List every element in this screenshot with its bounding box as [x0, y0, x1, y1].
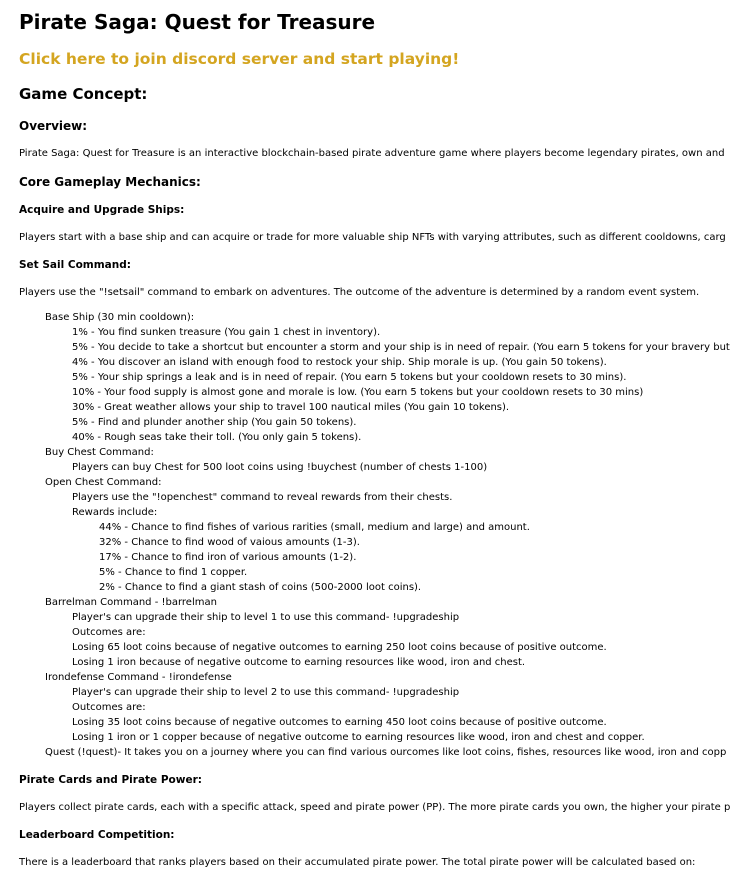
- list-item: 5% - Chance to find 1 copper.: [99, 567, 248, 578]
- list-item: Player's can upgrade their ship to level 2 to use this command- !upgradeship: [72, 687, 460, 698]
- list-item: Rewards include:: [72, 507, 158, 518]
- list-item: 30% - Great weather allows your ship to travel 100 nautical miles (You gain 10 tokens).: [72, 402, 510, 413]
- list-item: Base Ship (30 min cooldown):: [45, 312, 195, 323]
- set-sail-text: Players use the "!setsail" command to embark on adventures. The outcome of the adventure is determined by a random event system.: [19, 287, 700, 298]
- leaderboard-text: There is a leaderboard that ranks players based on their accumulated pirate power. The total pirate power will be calculated based on:: [19, 857, 696, 868]
- overview-heading: Overview:: [19, 119, 88, 133]
- list-item: 40% - Rough seas take their toll. (You only gain 5 tokens).: [72, 432, 362, 443]
- list-item: Open Chest Command:: [45, 477, 162, 488]
- list-item: Player's can upgrade their ship to level 1 to use this command- !upgradeship: [72, 612, 460, 623]
- list-item: 1% - You find sunken treasure (You gain 1 chest in inventory).: [72, 327, 381, 338]
- list-item: 5% - Your ship springs a leak and is in need of repair. (You earn 5 tokens but your cooldown resets to 30 mins).: [72, 372, 627, 383]
- page-title: Pirate Saga: Quest for Treasure: [19, 10, 376, 34]
- list-item: 17% - Chance to find iron of various amounts (1-2).: [99, 552, 357, 563]
- list-item: Buy Chest Command:: [45, 447, 154, 458]
- leaderboard-heading: Leaderboard Competition:: [19, 829, 175, 841]
- list-item: Losing 35 loot coins because of negative outcomes to earning 450 loot coins because of positive outcome.: [72, 717, 607, 728]
- list-item: 4% - You discover an island with enough food to restock your ship. Ship morale is up. (You gain 50 tokens).: [72, 357, 607, 368]
- list-item: 2% - Chance to find a giant stash of coins (500-2000 loot coins).: [99, 582, 422, 593]
- acquire-ships-text: Players start with a base ship and can acquire or trade for more valuable ship NFTs with varying attributes, such as different cooldowns, carg: [19, 232, 726, 243]
- list-item: Outcomes are:: [72, 702, 146, 713]
- list-item: Players use the "!openchest" command to reveal rewards from their chests.: [72, 492, 453, 503]
- overview-text: Pirate Saga: Quest for Treasure is an interactive blockchain-based pirate adventure game where players become legendary pirates, own and: [19, 148, 725, 159]
- list-item: 10% - Your food supply is almost gone and morale is low. (You earn 5 tokens but your cooldown resets to 30 mins): [72, 387, 644, 398]
- pirate-cards-text: Players collect pirate cards, each with a specific attack, speed and pirate power (PP). The more pirate cards you own, the higher your pirate p: [19, 802, 731, 813]
- list-item: Quest (!quest)- It takes you on a journey where you can find various ourcomes like loot coins, fishes, resources like wood, iron and copp: [45, 747, 727, 758]
- list-item: Losing 1 iron because of negative outcome to earning resources like wood, iron and chest.: [72, 657, 526, 668]
- list-item: 44% - Chance to find fishes of various rarities (small, medium and large) and amount.: [99, 522, 530, 533]
- pirate-cards-heading: Pirate Cards and Pirate Power:: [19, 774, 202, 786]
- list-item: Losing 65 loot coins because of negative outcomes to earning 250 loot coins because of positive outcome.: [72, 642, 607, 653]
- game-concept-heading: Game Concept:: [19, 85, 148, 103]
- list-item: Outcomes are:: [72, 627, 146, 638]
- command-list: [19, 310, 738, 760]
- set-sail-heading: Set Sail Command:: [19, 259, 131, 271]
- list-item: Irondefense Command - !irondefense: [45, 672, 232, 683]
- list-item: Losing 1 iron or 1 copper because of negative outcome to earning resources like wood, iron and chest and copper.: [72, 732, 645, 743]
- list-item: 5% - Find and plunder another ship (You gain 50 tokens).: [72, 417, 357, 428]
- discord-join-link[interactable]: Click here to join discord server and start playing!: [19, 50, 460, 68]
- acquire-ships-heading: Acquire and Upgrade Ships:: [19, 204, 185, 216]
- list-item: Players can buy Chest for 500 loot coins using !buychest (number of chests 1-100): [72, 462, 488, 473]
- list-item: 5% - You decide to take a shortcut but encounter a storm and your ship is in need of repair. (You earn 5 tokens for your bravery but: [72, 342, 730, 353]
- list-item: 32% - Chance to find wood of vaious amounts (1-3).: [99, 537, 360, 548]
- list-item: Barrelman Command - !barrelman: [45, 597, 217, 608]
- core-mechanics-heading: Core Gameplay Mechanics:: [19, 175, 201, 189]
